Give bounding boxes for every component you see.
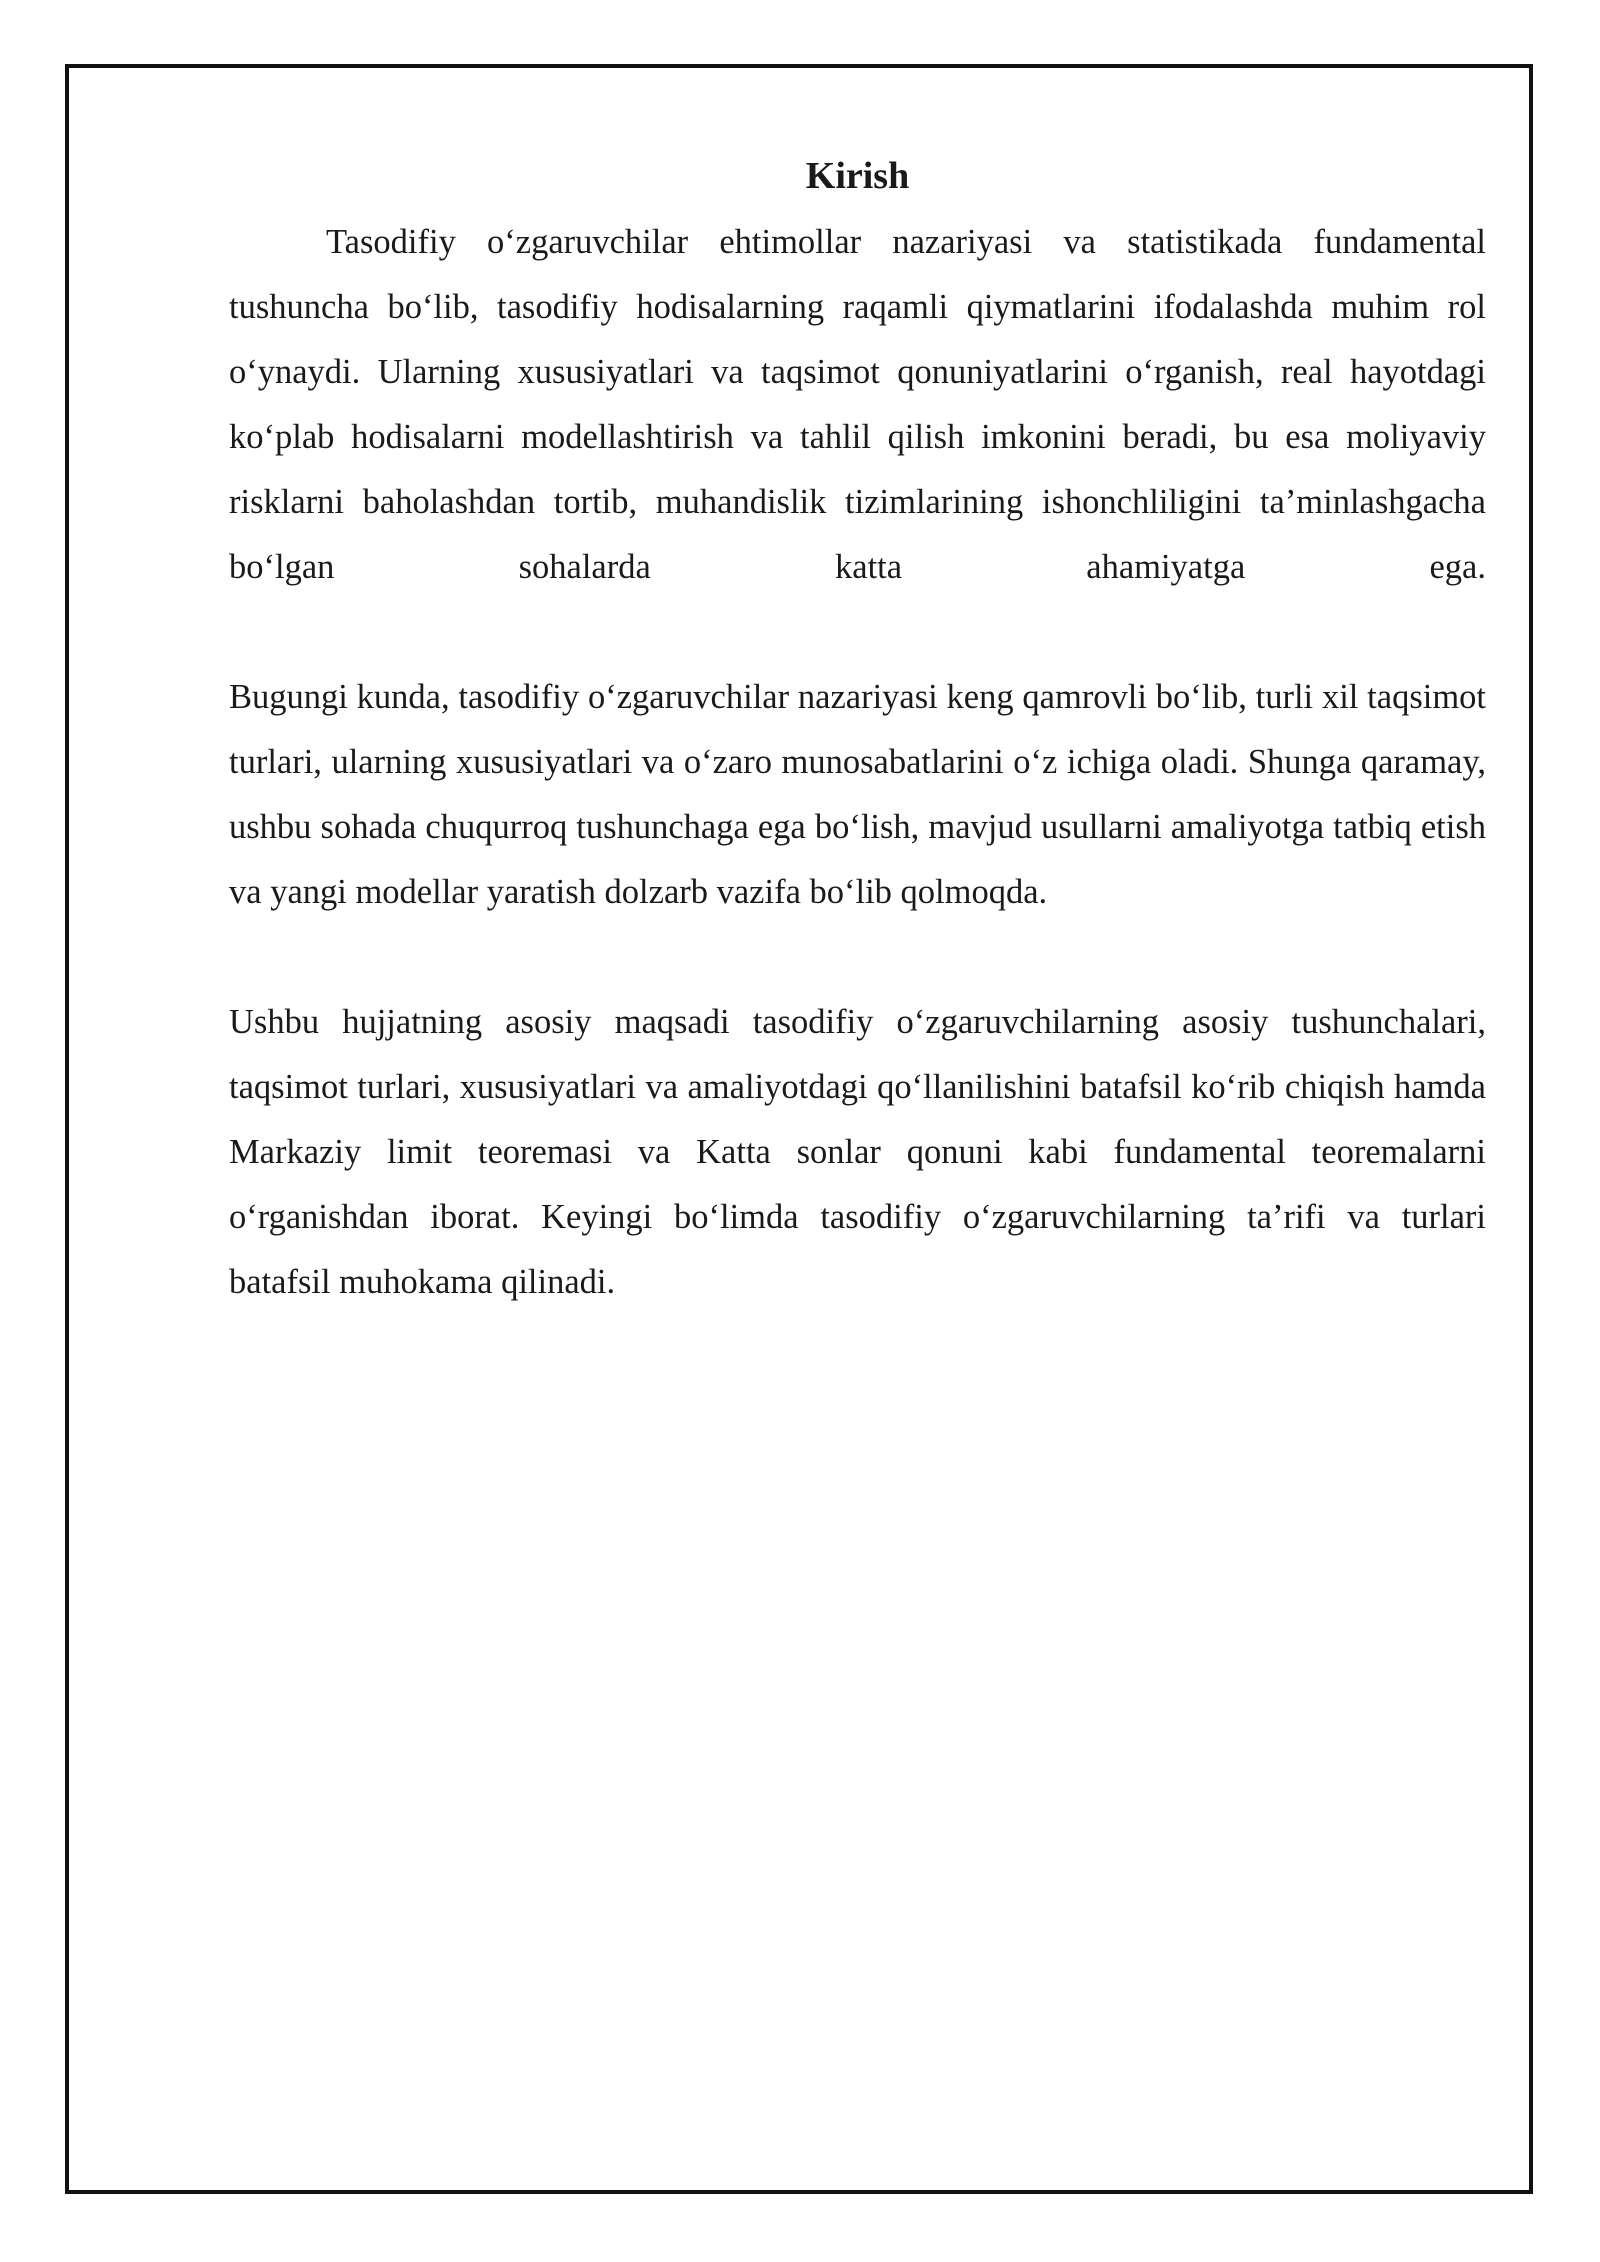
document-body (229, 150, 1486, 1315)
paragraph-intro: Tasodifiy o‘zgaruvchilar ehtimollar nazariyasi va statistikada fundamental tushuncha bo‘lib, tasodifiy hodisalarning raqamli qiymatlarini ifodalashda muhim rol o‘ynaydi. Ularning xususiyatlari va taqsimot qonuniyatlarini o‘rganish, real hayotdagi ko‘plab hodisalarni modellashtirish va tahlil qilish imkonini beradi, bu esa moliyaviy risklarni baholashdan tortib, muhandislik tizimlarining ishonchliligini ta’minlashgacha bo‘lgan sohalarda katta ahamiyatga ega. (229, 223, 1486, 586)
paragraph-spacer (229, 925, 1486, 990)
paragraph-current-state: Bugungi kunda, tasodifiy o‘zgaruvchilar nazariyasi keng qamrovli bo‘lib, turli xil taqsimot turlari, ularning xususiyatlari va o‘zaro munosabatlarini o‘z ichiga oladi. Shunga qaramay, ushbu sohada chuqurroq tushunchaga ega bo‘lish, mavjud usullarni amaliyotga tatbiq etish va yangi modellar yaratish dolzarb vazifa bo‘lib qolmoqda. (229, 678, 1486, 911)
paragraph-spacer (229, 600, 1486, 665)
paragraph-goal: Ushbu hujjatning asosiy maqsadi tasodifiy o‘zgaruvchilarning asosiy tushunchalari, taqsimot turlari, xususiyatlari va amaliyotdagi qo‘llanilishini batafsil ko‘rib chiqish hamda Markaziy limit teoremasi va Katta sonlar qonuni kabi fundamental teoremalarni o‘rganishdan iborat. Keyingi bo‘limda tasodifiy o‘zgaruvchilarning ta’rifi va turlari batafsil muhokama qilinadi. (229, 1003, 1486, 1301)
document-title: Kirish (805, 155, 910, 197)
